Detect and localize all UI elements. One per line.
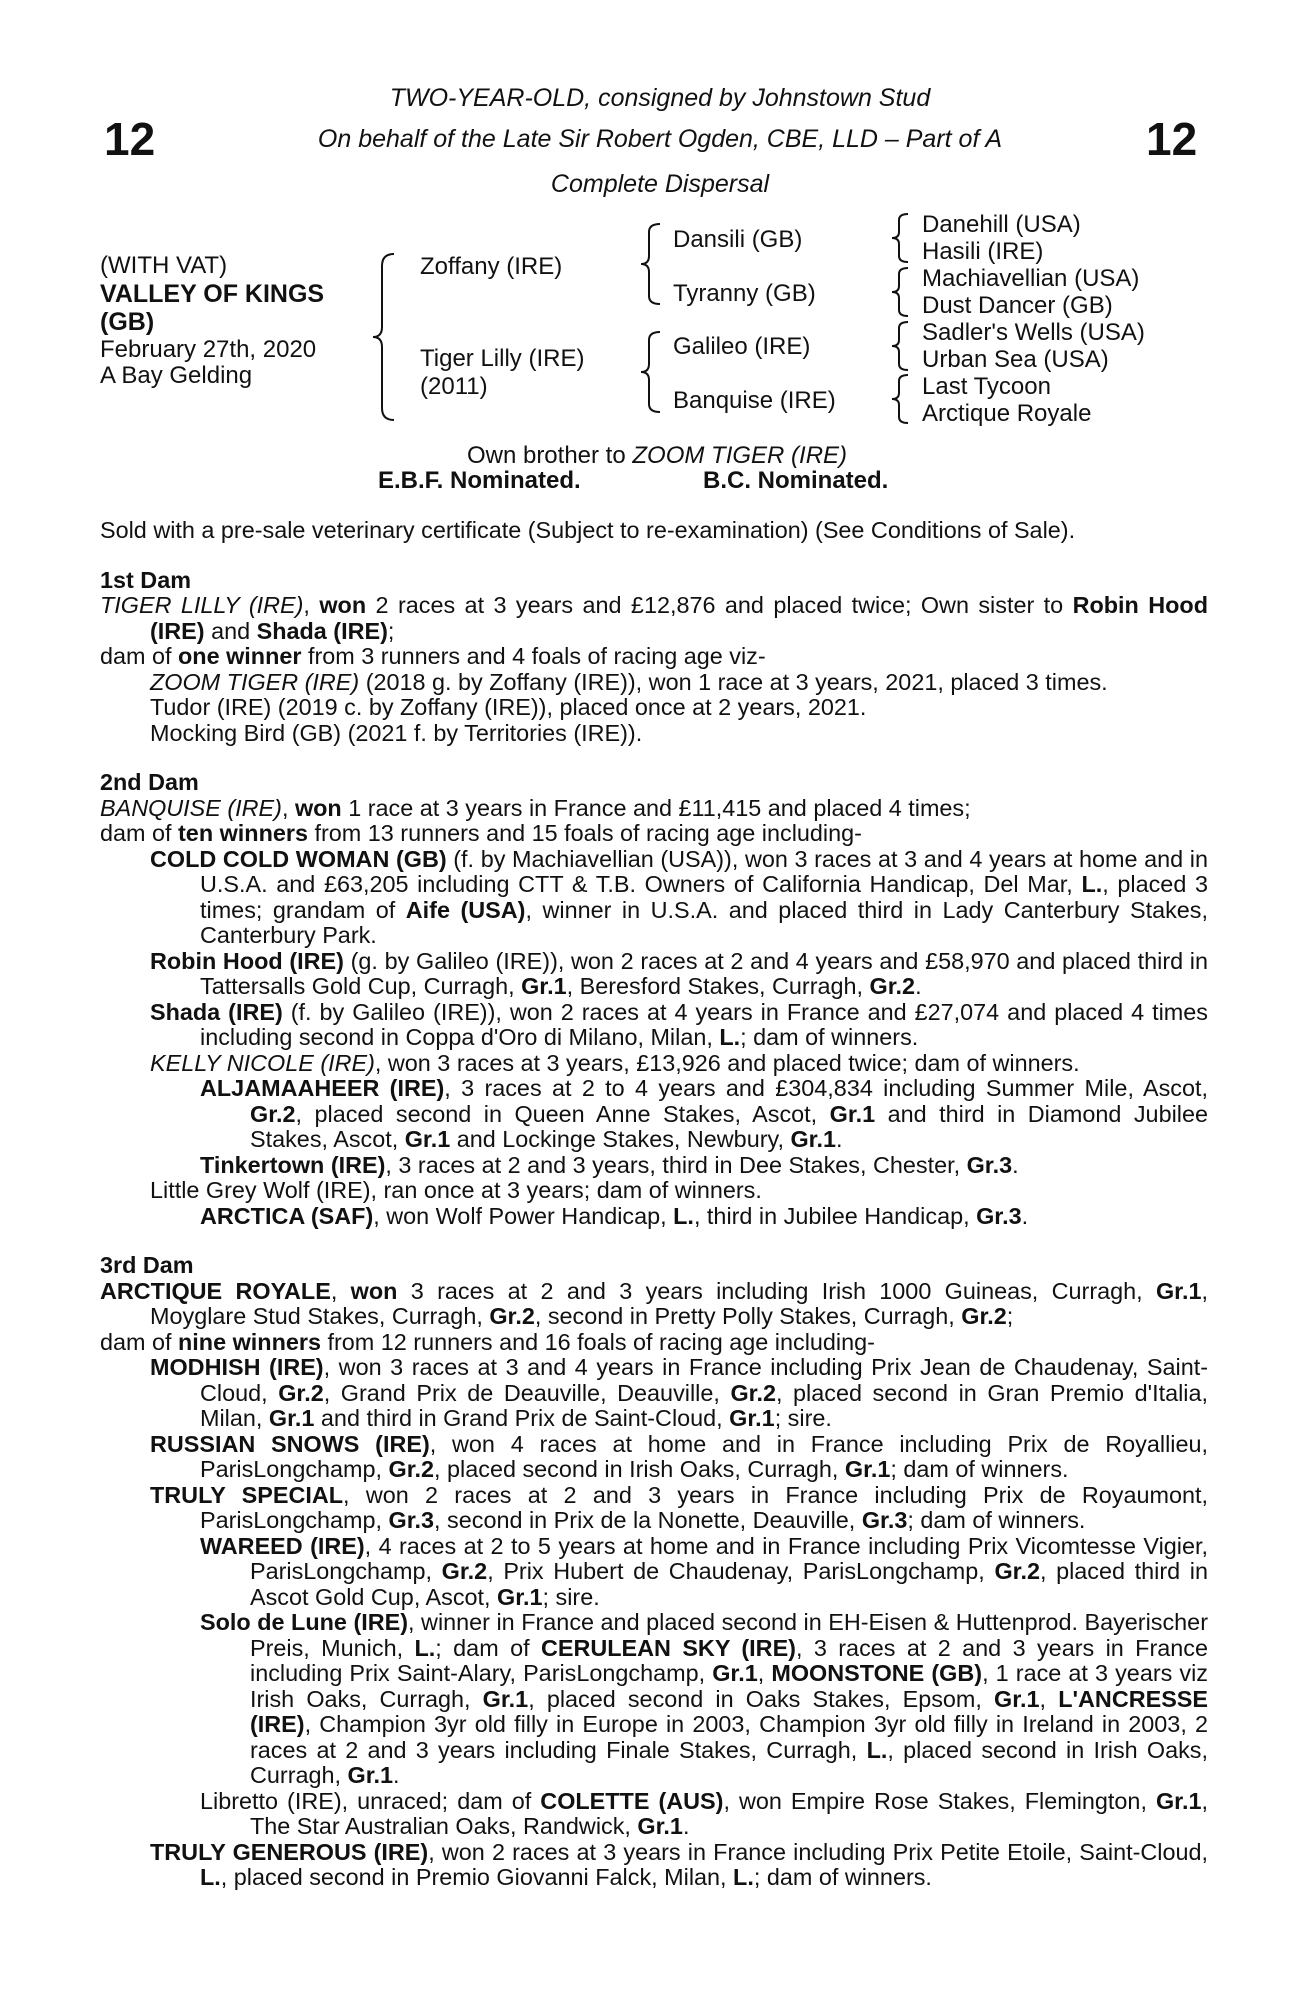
dam-sire: Galileo (IRE) — [673, 333, 811, 360]
header-line-3: Complete Dispersal — [550, 170, 770, 198]
sire: Zoffany (IRE) — [420, 253, 563, 280]
second-dam-entry: BANQUISE (IRE), won 1 race at 3 years in France and £11,415 and placed 4 times; — [100, 794, 971, 821]
produce-libretto: Libretto (IRE), unraced; dam of COLETTE (AUS), won Empire Rose Stakes, Flemington, Gr.1, The Star Australian Oaks, Randwick, Gr.1. — [200, 1787, 1208, 1839]
dam-year: (2011) — [420, 373, 488, 400]
produce-aljamaaheer: ALJAMAAHEER (IRE), 3 races at 2 to 4 years and £304,834 including Summer Mile, Ascot, Gr.2, placed second in Queen Anne Stakes, Ascot, Gr.1 and third in Diamond Jubilee Stakes, Ascot, Gr.1 and Lockinge Stakes, Newbury, Gr.1. — [200, 1075, 1208, 1152]
produce-little-grey-wolf: Little Grey Wolf (IRE), ran once at 3 years; dam of winners. — [150, 1177, 762, 1203]
produce-kelly-nicole: KELLY NICOLE (IRE), won 3 races at 3 years, £13,926 and placed twice; dam of winners. — [150, 1049, 1080, 1076]
dam: Tiger Lilly (IRE) — [420, 345, 585, 372]
sire-dam-sire: Machiavellian (USA) — [922, 265, 1140, 292]
second-dam-heading: 2nd Dam — [100, 769, 199, 795]
header-line-2: On behalf of the Late Sir Robert Ogden, CBE, LLD – Part of A — [317, 125, 1003, 153]
header-line-1: TWO-YEAR-OLD, consigned by Johnstown Stud — [389, 84, 931, 112]
pedigree-brace-sire — [638, 222, 664, 306]
produce-zoom-tiger: ZOOM TIGER (IRE) (2018 g. by Zoffany (IRE)), won 1 race at 3 years, 2021, placed 3 times. — [150, 668, 1108, 695]
dam-sire-sire: Sadler's Wells (USA) — [922, 319, 1145, 346]
own-brother-note: Own brother to ZOOM TIGER (IRE) — [466, 442, 848, 469]
pedigree-brace-3c — [890, 320, 912, 372]
pedigree-brace-dam — [638, 330, 664, 414]
bc-nominated: B.C. Nominated. — [703, 467, 889, 494]
first-dam-entry: TIGER LILLY (IRE), won 2 races at 3 years and £12,876 and placed twice; Own sister to Robin Hood (IRE) and Shada (IRE); — [100, 592, 1208, 644]
produce-wareed: WAREED (IRE), 4 races at 2 to 5 years at home and in France including Prix Vicomtesse Vigier, ParisLongchamp, Gr.2, Prix Hubert de Chaudenay, ParisLongchamp, Gr.2, placed third in Ascot Gold Cup, Ascot, Gr.1; sire. — [200, 1532, 1208, 1610]
first-dam-heading: 1st Dam — [100, 566, 192, 593]
produce-solo-de-lune: Solo de Lune (IRE), winner in France and placed second in EH-Eisen & Huttenprod. Bayerischer Preis, Munich, L.; dam of CERULEAN SKY (IRE), 3 races at 2 and 3 years in France including Prix Saint-Alary, ParisLongchamp, Gr.1, MOONSTONE (GB), 1 race at 3 years viz Irish Oaks, Curragh, Gr.1, placed second in Oaks Stakes, Epsom, Gr.1, L'ANCRESSE (IRE), Champion 3yr old filly in Europe in 2003, Champion 3yr old filly in Ireland in 2003, 2 races at 2 and 3 years including Finale Stakes, Curragh, L., placed second in Irish Oaks, Curragh, Gr.1. — [200, 1609, 1209, 1788]
sire-sire: Dansili (GB) — [673, 226, 803, 253]
catalogue-body — [100, 518, 1208, 1891]
dam-sire-dam: Urban Sea (USA) — [922, 346, 1109, 373]
produce-truly-generous: TRULY GENEROUS (IRE), won 2 races at 3 years in France including Prix Petite Etoile, Saint-Cloud, L., placed second in Premio Giovanni Falck, Milan, L.; dam of winners. — [150, 1838, 1208, 1890]
dam-dam-sire: Last Tycoon — [922, 373, 1051, 400]
produce-modhish: MODHISH (IRE), won 3 races at 3 and 4 years in France including Prix Jean de Chaudenay, Saint-Cloud, Gr.2, Grand Prix de Deauville, Deauville, Gr.2, placed second in Gran Premio d'Italia, Milan, Gr.1 and third in Grand Prix de Saint-Cloud, Gr.1; sire. — [150, 1354, 1208, 1431]
produce-arctica: ARCTICA (SAF), won Wolf Power Handicap, L., third in Jubilee Handicap, Gr.3. — [200, 1202, 1029, 1229]
produce-tudor: Tudor (IRE) (2019 c. by Zoffany (IRE)), placed once at 2 years, 2021. — [150, 694, 867, 720]
pedigree-brace-gen1 — [370, 252, 398, 422]
produce-shada: Shada (IRE) (f. by Galileo (IRE)), won 2 races at 4 years in France and £27,074 and placed 4 times including second in Coppa d'Oro di Milano, Milan, L.; dam of winners. — [150, 998, 1208, 1050]
produce-tinkertown: Tinkertown (IRE), 3 races at 2 and 3 years, third in Dee Stakes, Chester, Gr.3. — [200, 1151, 1019, 1178]
dam-dam-dam: Arctique Royale — [922, 400, 1092, 427]
vet-certificate-note: Sold with a pre-sale veterinary certificate (Subject to re-examination) (See Conditions of Sale). — [100, 517, 1076, 543]
horse-dob: February 27th, 2020 — [100, 336, 317, 363]
sire-dam: Tyranny (GB) — [673, 280, 816, 307]
dam-dam: Banquise (IRE) — [673, 387, 836, 414]
produce-cold-cold-woman: COLD COLD WOMAN (GB) (f. by Machiavellian (USA)), won 3 races at 3 and 4 years at home and in U.S.A. and £63,205 including CTT & T.B. Owners of California Handicap, Del Mar, L., placed 3 times; grandam of Aife (USA), winner in U.S.A. and placed third in Lady Canterbury Stakes, Canterbury Park. — [150, 845, 1209, 948]
produce-truly-special: TRULY SPECIAL, won 2 races at 2 and 3 years in France including Prix de Royaumont, ParisLongchamp, Gr.3, second in Prix de la Nonette, Deauville, Gr.3; dam of winners. — [150, 1481, 1209, 1533]
pedigree-brace-3d — [890, 373, 912, 425]
horse-name-country: (GB) — [100, 308, 155, 336]
third-dam-produce: dam of nine winners from 12 runners and 16 foals of racing age including- — [100, 1328, 875, 1355]
pedigree-brace-3b — [890, 266, 912, 318]
vat-label: (WITH VAT) — [100, 252, 228, 279]
third-dam-heading: 3rd Dam — [100, 1252, 194, 1278]
ebf-nominated: E.B.F. Nominated. — [378, 467, 581, 494]
horse-description: A Bay Gelding — [100, 362, 253, 389]
second-dam-produce: dam of ten winners from 13 runners and 15 foals of racing age including- — [100, 820, 862, 846]
lot-number-right: 12 — [1146, 113, 1198, 165]
horse-name: VALLEY OF KINGS — [100, 280, 325, 308]
sire-sire-sire: Danehill (USA) — [922, 211, 1081, 238]
third-dam-entry: ARCTIQUE ROYALE, won 3 races at 2 and 3 years including Irish 1000 Guineas, Curragh, Gr.1, Moyglare Stud Stakes, Curragh, Gr.2, second in Pretty Polly Stakes, Curragh, Gr.2; — [100, 1277, 1208, 1329]
lot-number-left: 12 — [104, 113, 156, 165]
produce-robin-hood: Robin Hood (IRE) (g. by Galileo (IRE)), won 2 races at 2 and 4 years and £58,970 and placed third in Tattersalls Gold Cup, Curragh, Gr.1, Beresford Stakes, Curragh, Gr.2. — [150, 947, 1209, 999]
first-dam-produce: dam of one winner from 3 runners and 4 foals of racing age viz- — [100, 643, 766, 669]
sire-sire-dam: Hasili (IRE) — [922, 238, 1044, 265]
produce-russian-snows: RUSSIAN SNOWS (IRE), won 4 races at home and in France including Prix de Royallieu, ParisLongchamp, Gr.2, placed second in Irish Oaks, Curragh, Gr.1; dam of winners. — [150, 1430, 1208, 1482]
produce-mocking-bird: Mocking Bird (GB) (2021 f. by Territories (IRE)). — [150, 719, 643, 746]
pedigree-brace-3a — [890, 212, 912, 264]
sire-dam-dam: Dust Dancer (GB) — [922, 292, 1113, 319]
